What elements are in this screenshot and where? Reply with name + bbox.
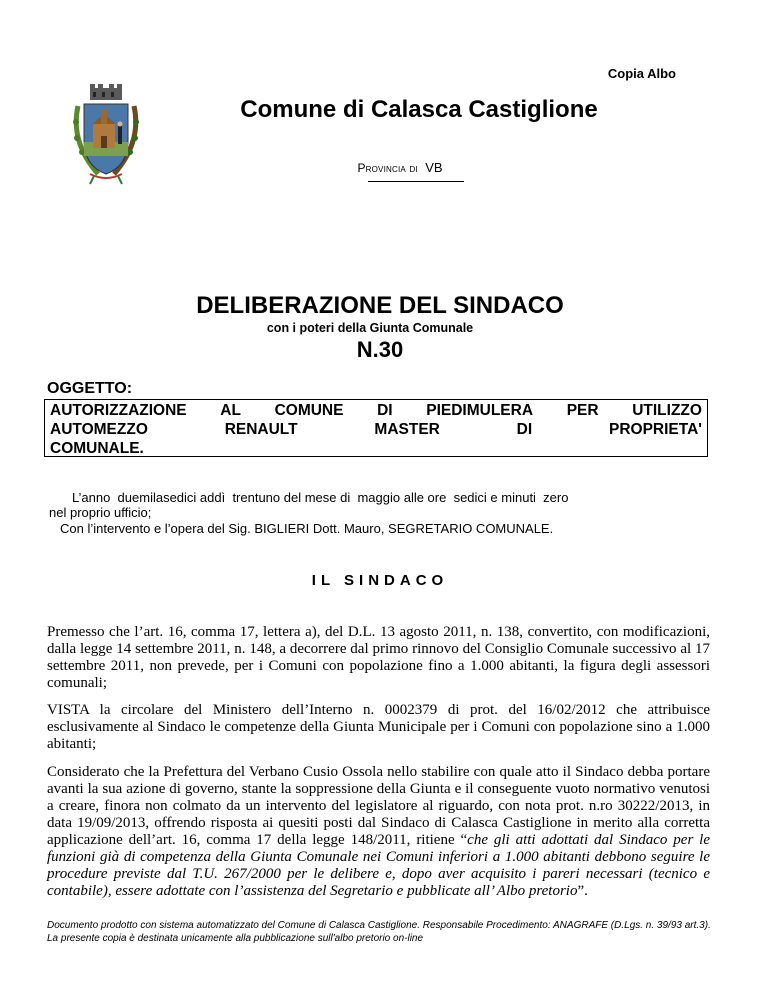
intro-date-line: L’anno duemilasedici addì trentuno del mese di maggio alle ore sedici e minuti zero bbox=[72, 490, 569, 505]
oggetto-box bbox=[44, 399, 708, 457]
provincia-line bbox=[0, 160, 768, 175]
body-paragraph-1: Premesso che l’art. 16, comma 17, lettera a), del D.L. 13 agosto 2011, n. 138, convertito, con modificazioni, dalla legge 14 settembre 2011, n. 148, a decorrere dal primo rinnovo del Consiglio Comunale successivo al 17 settembre 2011, non prevede, per i Comuni con popolazione fino a 1.000 abitanti, la figura degli assessori comunali; bbox=[47, 624, 710, 691]
comune-name: Comune di Calasca Castiglione bbox=[240, 96, 598, 123]
oggetto-word: PIEDIMULERA bbox=[426, 402, 534, 419]
body-paragraph-3 bbox=[47, 764, 710, 900]
oggetto-word: COMUNE bbox=[274, 402, 344, 419]
deliberation-subtitle: con i poteri della Giunta Comunale bbox=[266, 321, 474, 335]
intro-place-line: nel proprio ufficio; bbox=[49, 505, 152, 520]
oggetto-word: AUTORIZZAZIONE bbox=[50, 402, 187, 419]
oggetto-line-2 bbox=[50, 420, 702, 439]
footer-note: Documento prodotto con sistema automatizzato del Comune di Calasca Castiglione. Responsabile Procedimento: ANAGRAFE (D.Lgs. n. 39/93 art.3). La presente copia è destinata unicamente alla pubblicazione sull'albo pretorio on-line bbox=[47, 920, 711, 944]
deliberation-number: N.30 bbox=[356, 337, 404, 362]
provincia-label: Provincia di bbox=[357, 161, 418, 175]
oggetto-word: MASTER bbox=[374, 421, 440, 438]
para3-start: Considerato che la Prefettura del Verbano Cusio Ossola nello stabilire con quale atto il Sindaco debba portare avanti la sua azione di governo, stante la soppressione della Giunta e il conseguente vuoto normativo venutosi a creare, finora non colmato da un intervento del legislatore al riguardo, con nota prot. n.ro 30222/2013, in data 19/09/2013, offrendo risposta ai quesiti posti dal Sindaco di Calasca Castiglione in merito alla corretta applicazione dell’art. 16, comma 17 della legge 148/2011, ritiene “ bbox=[47, 764, 710, 848]
oggetto-word: PER bbox=[566, 402, 599, 419]
oggetto-word: PROPRIETA' bbox=[608, 421, 702, 438]
oggetto-word: UTILIZZO bbox=[632, 402, 702, 419]
section-title: IL SINDACO bbox=[311, 572, 449, 589]
oggetto-label: OGGETTO: bbox=[47, 380, 133, 397]
provincia-underline bbox=[368, 181, 464, 182]
oggetto-line-1 bbox=[50, 401, 702, 420]
oggetto-word: DI bbox=[377, 402, 393, 419]
intro-secretary-line: Con l’intervento e l’opera del Sig. BIGLIERI Dott. Mauro, SEGRETARIO COMUNALE. bbox=[60, 521, 554, 536]
oggetto-word: AL bbox=[220, 402, 241, 419]
provincia-value: VB bbox=[425, 160, 443, 175]
oggetto-word: DI bbox=[516, 421, 533, 438]
para3-quote: che gli atti adottati dal Sindaco per le funzioni già di competenza della Giunta Comunale nei Comuni inferiori a 1.000 abitanti debbono seguire le procedure previste dal T.U. 267/2000 per le delibere e, dopo aver acquisito i pareri necessari (tecnico e contabile), essere adottate con l’assistenza del Segretario e pubblicate all’ Albo pretorio bbox=[47, 832, 710, 899]
para3-end: ”. bbox=[577, 883, 588, 899]
oggetto-word: AUTOMEZZO bbox=[50, 421, 148, 438]
oggetto-word: RENAULT bbox=[224, 421, 298, 438]
deliberation-title: DELIBERAZIONE DEL SINDACO bbox=[196, 292, 564, 319]
body-paragraph-2: VISTA la circolare del Ministero dell’Interno n. 0002379 di prot. del 16/02/2012 che attribuisce esclusivamente al Sindaco le competenze della Giunta Municipale per i Comuni con popolazione sino a 1.000 abitanti; bbox=[47, 702, 710, 752]
oggetto-line-3: COMUNALE. bbox=[50, 440, 144, 457]
copy-label: Copia Albo bbox=[607, 66, 676, 81]
